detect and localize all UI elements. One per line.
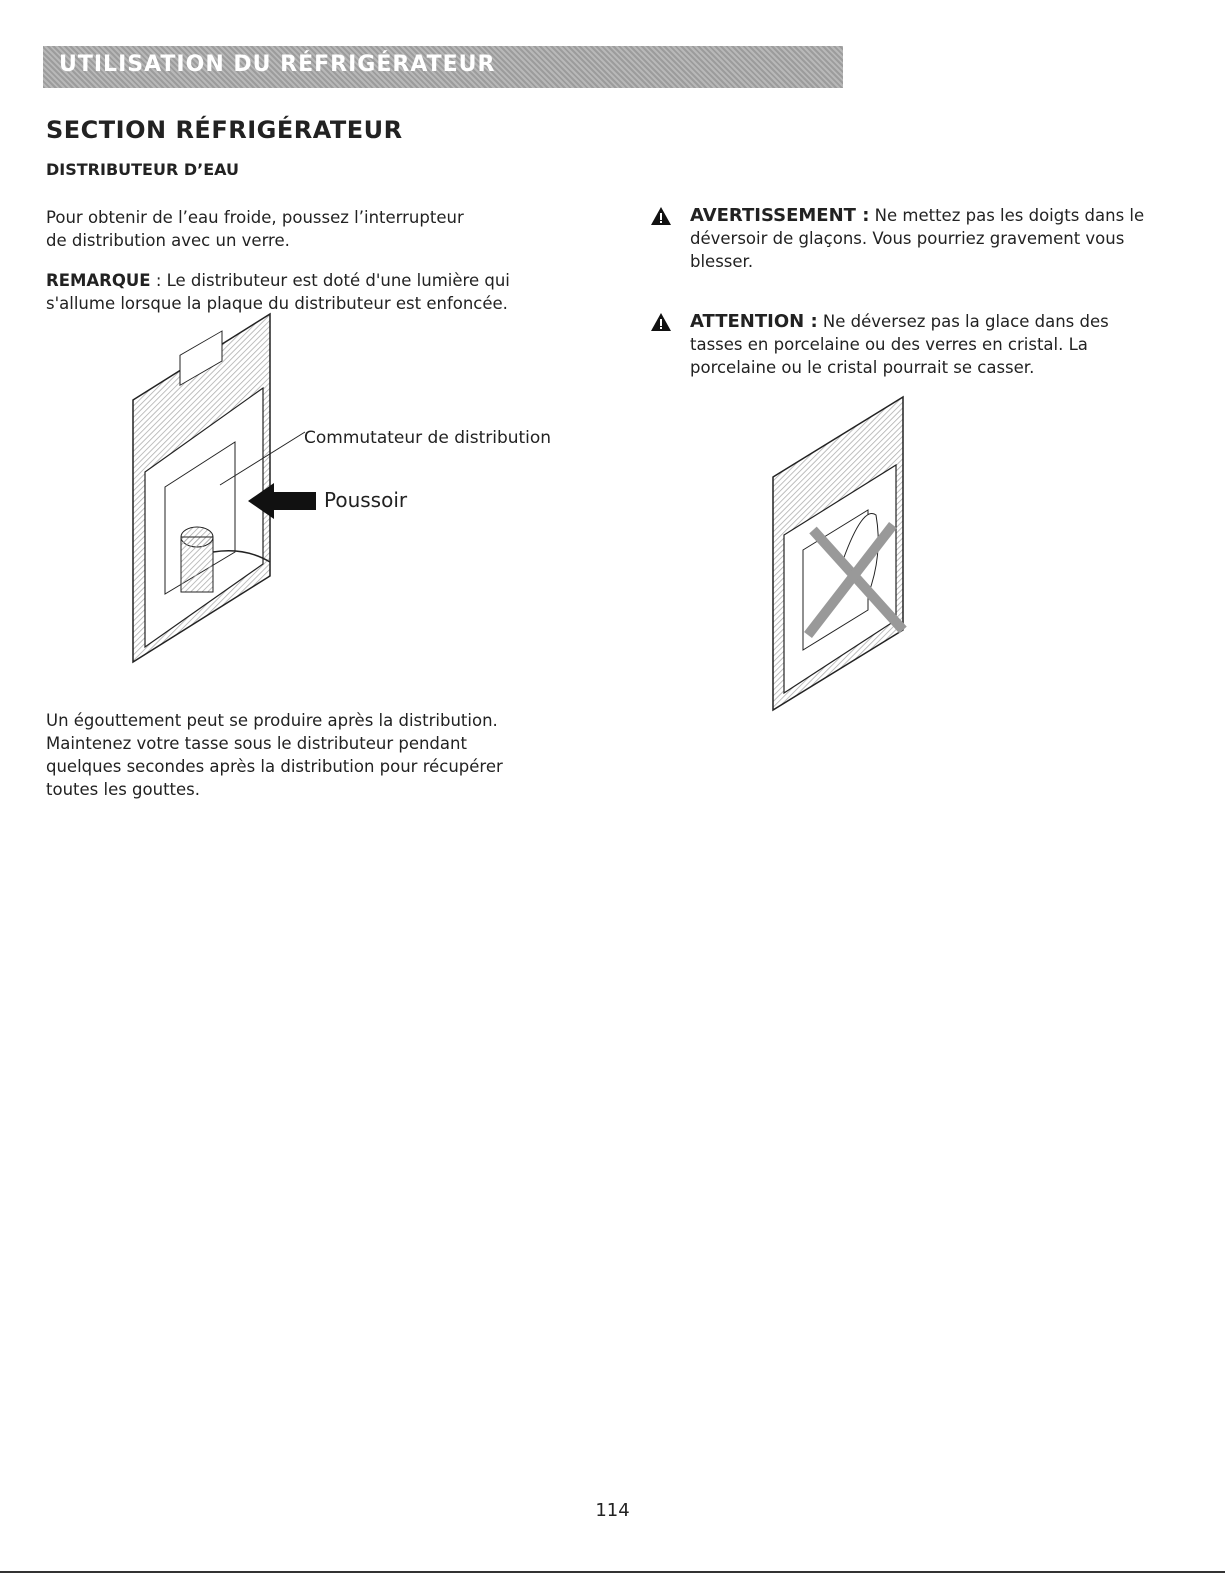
intro-paragraph: Pour obtenir de l’eau froide, poussez l’interrupteur de distribution avec un verre.: [46, 208, 464, 250]
caution-block: ATTENTION : Ne déversez pas la glace dans des tasses en porcelaine ou des verres en cristal. La porcelaine ou le cristal pourrait se casser.: [662, 310, 1162, 379]
chapter-banner: [43, 46, 843, 88]
warning-label: AVERTISSEMENT :: [690, 205, 870, 226]
figure-label-switch: Commutateur de distribution: [304, 428, 552, 448]
prohibited-figure: [768, 395, 913, 715]
note-label: REMARQUE: [46, 271, 151, 290]
figure-label-push: Poussoir: [324, 488, 408, 512]
warning-block: AVERTISSEMENT : Ne mettez pas les doigts dans le déversoir de glaçons. Vous pourriez gravement vous blesser.: [662, 204, 1162, 273]
drip-paragraph: Un égouttement peut se produire après la distribution. Maintenez votre tasse sous le distributeur pendant quelques secondes après la distribution pour récupérer toutes les gouttes.: [46, 711, 503, 799]
note-paragraph: REMARQUE : Le distributeur est doté d'une lumière qui s'allume lorsque la plaque du distributeur est enfoncée.: [46, 271, 510, 313]
warning-triangle-icon: [650, 206, 672, 226]
bottom-rule: [0, 1571, 1225, 1573]
section-title: SECTION RÉFRIGÉRATEUR: [46, 116, 403, 144]
caution-label: ATTENTION :: [690, 311, 818, 332]
chapter-title: UTILISATION DU RÉFRIGÉRATEUR: [59, 52, 496, 77]
page-number: 114: [595, 1500, 630, 1521]
push-arrow-icon: [248, 483, 318, 519]
warning-triangle-icon: [650, 312, 672, 332]
section-subtitle: DISTRIBUTEUR D’EAU: [46, 160, 240, 179]
